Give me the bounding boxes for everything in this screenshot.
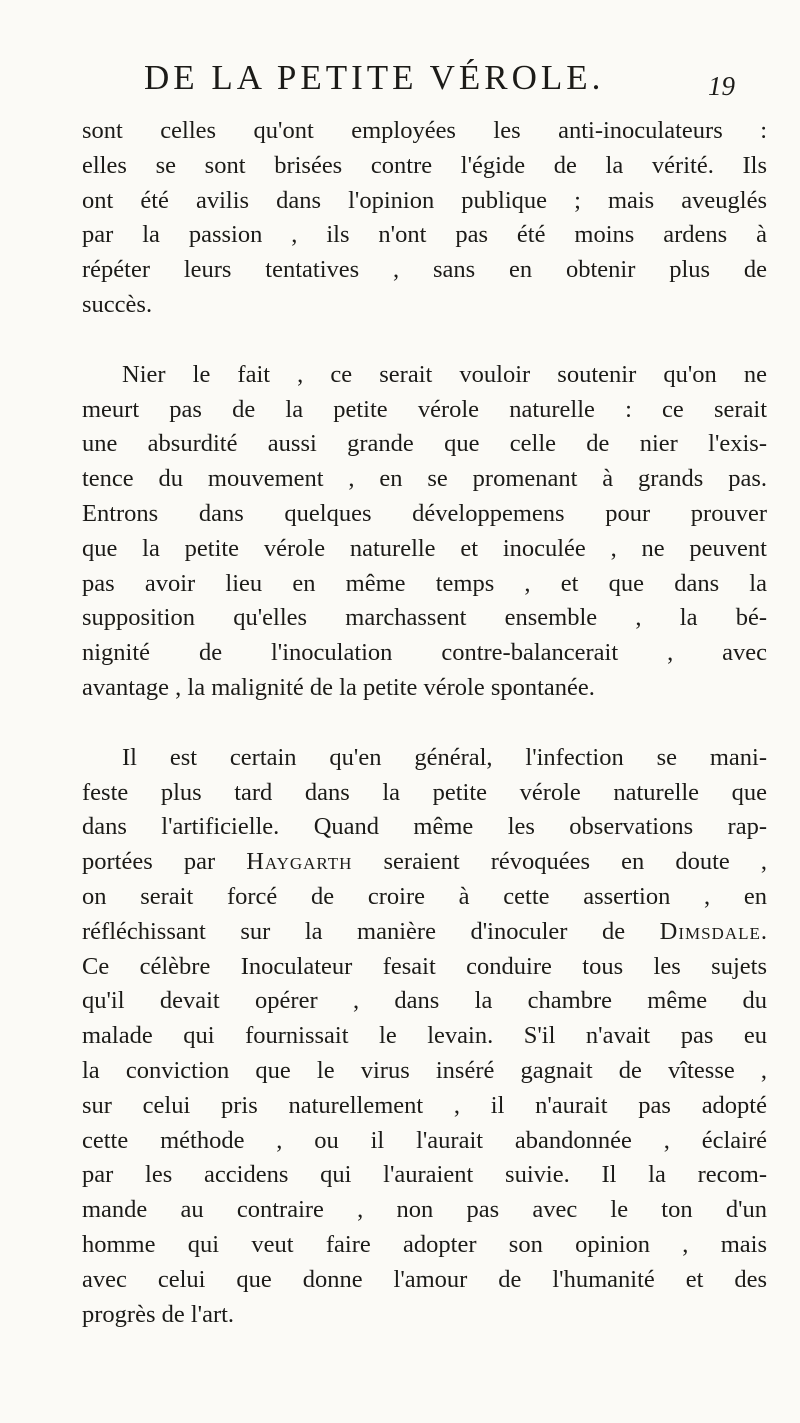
text-line: Ce célèbre Inoculateur fesait conduire tous les sujets — [82, 952, 767, 980]
text-line: portées par Haygarth seraient révoquées en doute , — [82, 848, 767, 876]
paragraph-gap — [82, 706, 767, 741]
text-line: sont celles qu'ont employées les anti-inoculateurs : — [82, 117, 767, 144]
text-line: la conviction que le virus inséré gagnait de vîtesse , — [82, 1056, 767, 1084]
text-line: cette méthode , ou il l'aurait abandonnée , éclairé — [82, 1126, 767, 1154]
text-line: Il est certain qu'en général, l'infection se mani- — [122, 743, 767, 771]
text-line: répéter leurs tentatives , sans en obtenir plus de — [82, 256, 767, 284]
text-line: pas avoir lieu en même temps , et que dans la — [82, 569, 767, 597]
running-head — [0, 58, 800, 102]
author-name: Dimsdale — [659, 917, 761, 945]
paragraph — [82, 358, 767, 706]
text-line: homme qui veut faire adopter son opinion , mais — [82, 1230, 767, 1258]
running-title: DE LA PETITE VÉROLE. — [144, 58, 605, 97]
text-line: nignité de l'inoculation contre-balancerait , avec — [82, 639, 767, 667]
text-line: qu'il devait opérer , dans la chambre même du — [82, 987, 767, 1015]
text-line: une absurdité aussi grande que celle de nier l'exis- — [82, 430, 767, 458]
text-line: par la passion , ils n'ont pas été moins ardens à — [82, 221, 767, 249]
paragraph — [82, 114, 767, 323]
text-line: sur celui pris naturellement , il n'aurait pas adopté — [82, 1091, 767, 1119]
text-line: réfléchissant sur la manière d'inoculer de Dimsdale. — [82, 917, 767, 945]
text-line: ont été avilis dans l'opinion publique ; mais aveuglés — [82, 186, 767, 214]
text-line: tence du mouvement , en se promenant à grands pas. — [82, 465, 767, 493]
body-text — [82, 114, 767, 1332]
text-line: feste plus tard dans la petite vérole naturelle que — [82, 778, 767, 806]
text-line: elles se sont brisées contre l'égide de la vérité. Ils — [82, 151, 767, 179]
text-line: mande au contraire , non pas avec le ton d'un — [82, 1196, 767, 1224]
paragraph — [82, 741, 767, 1333]
text-line: par les accidens qui l'auraient suivie. Il la recom- — [82, 1161, 767, 1189]
paragraph-gap — [82, 323, 767, 358]
text-line: on serait forcé de croire à cette assertion , en — [82, 882, 767, 910]
page-number: 19 — [708, 71, 735, 101]
text-line: Nier le fait , ce serait vouloir soutenir qu'on ne — [122, 360, 767, 388]
text-line: progrès de l'art. — [82, 1300, 235, 1328]
text-line: meurt pas de la petite vérole naturelle : ce serait — [82, 395, 767, 423]
text-line: avec celui que donne l'amour de l'humanité et des — [82, 1265, 767, 1293]
author-name: Haygarth — [246, 848, 353, 876]
text-line: supposition qu'elles marchassent ensemble , la bé- — [82, 604, 767, 632]
text-line: dans l'artificielle. Quand même les observations rap- — [82, 813, 767, 841]
text-line: succès. — [82, 290, 153, 318]
text-line: avantage , la malignité de la petite vérole spontanée. — [82, 673, 595, 701]
text-line: malade qui fournissait le levain. S'il n'avait pas eu — [82, 1022, 767, 1050]
text-line: que la petite vérole naturelle et inoculée , ne peuvent — [82, 534, 767, 562]
text-line: Entrons dans quelques développemens pour prouver — [82, 499, 767, 527]
